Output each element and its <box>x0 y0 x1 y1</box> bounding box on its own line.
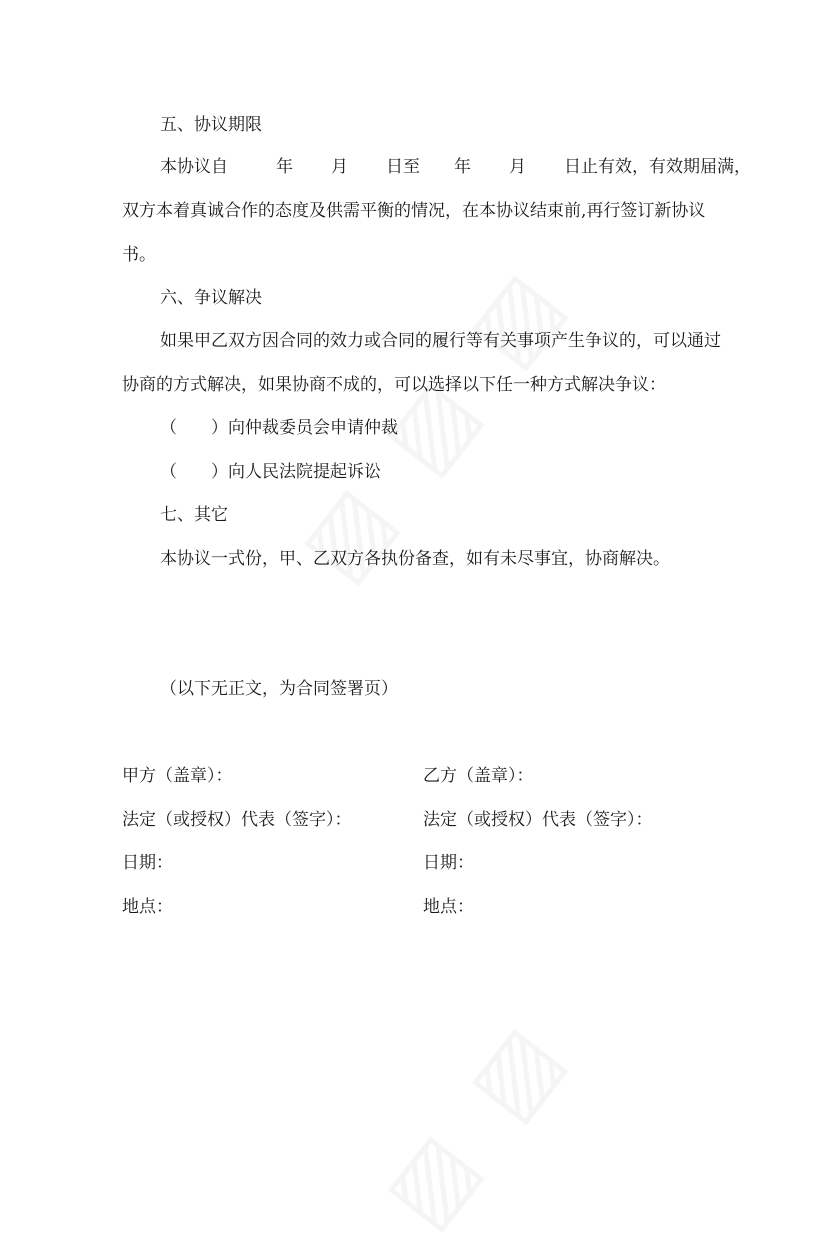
party-a-date-label: 日期： <box>122 853 173 873</box>
party-b-date-label: 日期： <box>423 853 474 873</box>
party-b-place-label: 地点： <box>423 897 474 917</box>
party-a-representative-label: 法定（或授权）代表（签字）： <box>122 810 352 830</box>
section-7-title: 七、其它 <box>160 505 228 525</box>
section-7-paragraph: 本协议一式份，甲、乙双方各执份备查，如有未尽事宜，协商解决。 <box>160 549 670 569</box>
signature-page-note: （以下无正文，为合同签署页） <box>160 679 398 699</box>
dispute-option-litigation: （ ）向人民法院提起诉讼 <box>160 462 381 482</box>
term-text: 本协议自 <box>160 157 228 177</box>
section-6-paragraph-line-1: 如果甲乙双方因合同的效力或合同的履行等有关事项产生争议的，可以通过 <box>160 331 721 351</box>
dispute-option-arbitration: （ ）向仲裁委员会申请仲裁 <box>160 418 398 438</box>
section-6-paragraph-line-2: 协商的方式解决，如果协商不成的，可以选择以下任一种方式解决争议： <box>122 375 666 395</box>
section-6-title: 六、争议解决 <box>160 288 262 308</box>
term-text: 月 <box>509 157 526 177</box>
section-5-paragraph-line-1 <box>160 155 751 179</box>
term-text: 年 <box>276 157 293 177</box>
term-text: 日止有效，有效期届满， <box>564 157 751 177</box>
party-b-seal-label: 乙方（盖章）： <box>423 766 534 786</box>
party-a-place-label: 地点： <box>122 897 173 917</box>
party-a-seal-label: 甲方（盖章）： <box>122 766 233 786</box>
term-text: 日至 <box>386 157 420 177</box>
party-b-representative-label: 法定（或授权）代表（签字）： <box>423 810 653 830</box>
term-text: 年 <box>454 157 471 177</box>
watermark-mark <box>363 999 588 1246</box>
section-5-title: 五、协议期限 <box>160 115 262 135</box>
term-text: 月 <box>331 157 348 177</box>
section-5-paragraph-line-2: 双方本着真诚合作的态度及供需平衡的情况，在本协议结束前,再行签订新协议 <box>122 201 706 221</box>
section-5-paragraph-line-3: 书。 <box>122 245 156 265</box>
